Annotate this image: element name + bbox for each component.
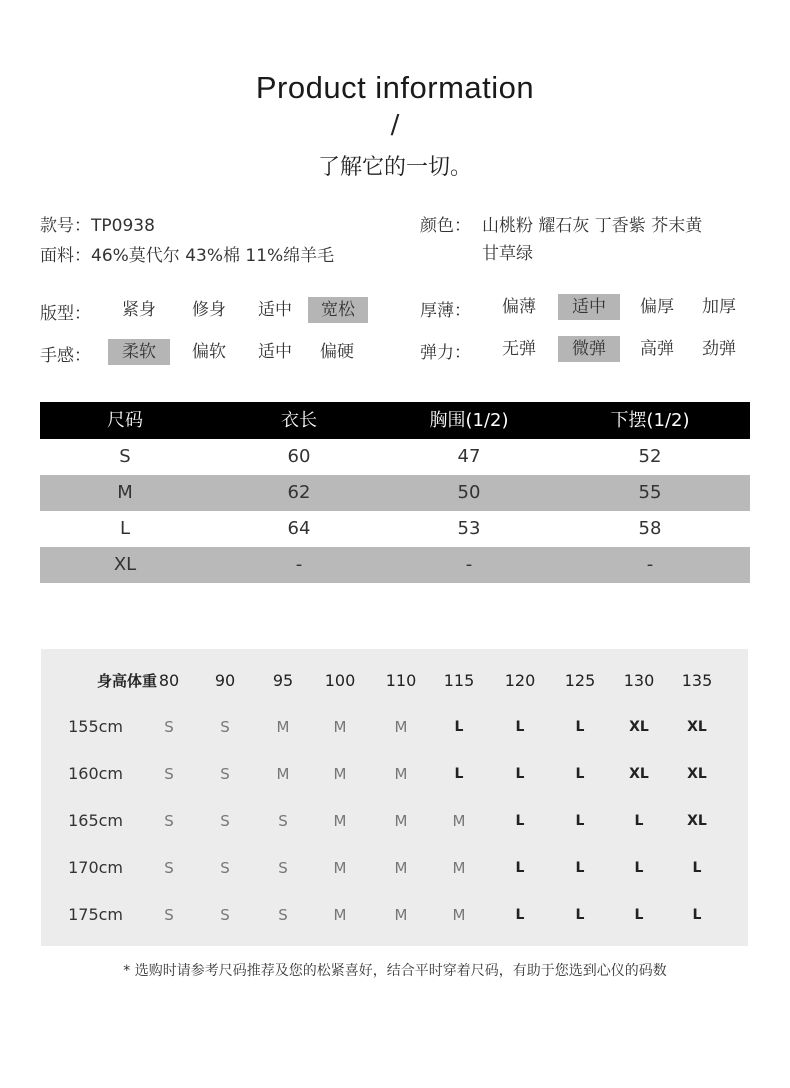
weight-header: 95 xyxy=(272,671,294,690)
size-cell: M xyxy=(452,812,466,830)
weight-header: 135 xyxy=(681,671,713,690)
size-cell: XL xyxy=(629,719,649,735)
size-cell: S xyxy=(164,765,174,783)
height-label: 170cm xyxy=(68,858,123,877)
table-row xyxy=(40,439,750,475)
size-recommendation-grid xyxy=(41,649,748,946)
size-cell: M xyxy=(333,859,347,877)
size-table xyxy=(40,402,750,583)
elasticity-option: 无弹 xyxy=(502,339,536,359)
size-cell: M xyxy=(333,906,347,924)
elasticity-option: 劲弹 xyxy=(702,339,736,359)
size-cell: S xyxy=(220,718,230,736)
table-cell: 62 xyxy=(287,482,311,503)
size-cell: S xyxy=(278,906,288,924)
table-cell: 55 xyxy=(638,482,662,503)
table-cell: L xyxy=(119,518,131,539)
grid-row xyxy=(41,900,748,930)
page-subtitle: 了解它的一切。 xyxy=(317,155,472,180)
table-cell: XL xyxy=(113,554,137,575)
feel-option: 偏硬 xyxy=(320,342,354,362)
size-table-header xyxy=(40,402,750,439)
color-options-continued: 甘草绿 xyxy=(482,244,533,264)
table-cell: M xyxy=(117,482,133,503)
table-row xyxy=(40,475,750,511)
elasticity-option-selected: 微弹 xyxy=(558,336,620,362)
size-cell: L xyxy=(634,907,644,923)
column-header: 下摆(1/2) xyxy=(610,410,690,431)
size-cell: S xyxy=(164,718,174,736)
table-row xyxy=(40,547,750,583)
size-cell: XL xyxy=(687,766,707,782)
weight-header: 90 xyxy=(214,671,236,690)
table-cell: 64 xyxy=(287,518,311,539)
grid-row xyxy=(41,853,748,883)
size-cell: M xyxy=(452,859,466,877)
grid-header-row xyxy=(41,666,748,696)
fit-option: 紧身 xyxy=(122,300,156,320)
size-cell: L xyxy=(515,766,525,782)
size-cell: XL xyxy=(687,719,707,735)
size-cell: M xyxy=(394,906,408,924)
size-cell: M xyxy=(276,718,290,736)
column-header: 尺码 xyxy=(107,410,143,431)
size-cell: S xyxy=(220,812,230,830)
size-cell: M xyxy=(333,765,347,783)
weight-header: 125 xyxy=(564,671,596,690)
table-cell: - xyxy=(646,554,654,575)
size-cell: XL xyxy=(629,766,649,782)
table-cell: S xyxy=(119,446,131,467)
fabric-composition: 面料：46%莫代尔 43%棉 11%绵羊毛 xyxy=(40,246,335,266)
table-cell: 58 xyxy=(638,518,662,539)
size-cell: L xyxy=(634,860,644,876)
size-cell: S xyxy=(220,906,230,924)
grid-row xyxy=(41,759,748,789)
size-cell: M xyxy=(333,718,347,736)
size-cell: L xyxy=(454,719,464,735)
height-label: 175cm xyxy=(68,905,123,924)
column-header: 衣长 xyxy=(281,410,317,431)
size-cell: XL xyxy=(687,813,707,829)
thickness-option: 偏厚 xyxy=(640,297,674,317)
thickness-label: 厚薄： xyxy=(420,301,471,321)
height-label: 155cm xyxy=(68,717,123,736)
size-cell: S xyxy=(164,812,174,830)
thickness-option: 加厚 xyxy=(702,297,736,317)
size-cell: L xyxy=(454,766,464,782)
size-cell: L xyxy=(515,719,525,735)
size-cell: M xyxy=(276,765,290,783)
grid-row xyxy=(41,712,748,742)
size-cell: L xyxy=(515,813,525,829)
page-title: Product information xyxy=(255,70,535,105)
size-cell: S xyxy=(164,859,174,877)
height-label: 160cm xyxy=(68,764,123,783)
color-label: 颜色： xyxy=(420,216,471,236)
size-cell: L xyxy=(575,813,585,829)
size-cell: M xyxy=(394,718,408,736)
size-cell: M xyxy=(452,906,466,924)
size-cell: L xyxy=(575,907,585,923)
thickness-option-selected: 适中 xyxy=(558,294,620,320)
size-cell: L xyxy=(575,766,585,782)
weight-header: 120 xyxy=(504,671,536,690)
column-header: 胸围(1/2) xyxy=(429,410,509,431)
weight-header: 130 xyxy=(623,671,655,690)
feel-label: 手感： xyxy=(40,346,91,366)
feel-option: 偏软 xyxy=(192,342,226,362)
size-cell: L xyxy=(515,907,525,923)
table-cell: 50 xyxy=(457,482,481,503)
size-cell: S xyxy=(220,765,230,783)
table-row xyxy=(40,511,750,547)
feel-option: 适中 xyxy=(258,342,292,362)
size-cell: S xyxy=(278,812,288,830)
weight-header: 115 xyxy=(443,671,475,690)
size-cell: L xyxy=(692,860,702,876)
table-cell: 60 xyxy=(287,446,311,467)
table-cell: 53 xyxy=(457,518,481,539)
table-cell: 47 xyxy=(457,446,481,467)
size-cell: M xyxy=(394,859,408,877)
size-cell: M xyxy=(394,765,408,783)
size-cell: L xyxy=(575,860,585,876)
style-number: 款号：TP0938 xyxy=(40,216,155,236)
size-cell: L xyxy=(575,719,585,735)
table-cell: - xyxy=(295,554,303,575)
table-cell: - xyxy=(465,554,473,575)
color-options: 山桃粉 耀石灰 丁香紫 芥末黄 xyxy=(482,216,703,236)
height-label: 165cm xyxy=(68,811,123,830)
fit-label: 版型： xyxy=(40,304,91,324)
size-cell: S xyxy=(278,859,288,877)
fit-option: 适中 xyxy=(258,300,292,320)
fit-option-selected: 宽松 xyxy=(308,297,368,323)
title-divider: / xyxy=(390,110,400,140)
size-cell: L xyxy=(634,813,644,829)
size-cell: L xyxy=(692,907,702,923)
size-cell: S xyxy=(220,859,230,877)
size-cell: L xyxy=(515,860,525,876)
weight-header: 100 xyxy=(324,671,356,690)
size-cell: M xyxy=(394,812,408,830)
grid-row xyxy=(41,806,748,836)
weight-header: 110 xyxy=(385,671,417,690)
weight-header: 80 xyxy=(158,671,180,690)
elasticity-label: 弹力： xyxy=(420,343,471,363)
table-cell: 52 xyxy=(638,446,662,467)
feel-option-selected: 柔软 xyxy=(108,339,170,365)
grid-corner-label: 身高体重 xyxy=(96,672,157,690)
size-cell: M xyxy=(333,812,347,830)
size-advice-note: * 选购时请参考尺码推荐及您的松紧喜好，结合平时穿着尺码，有助于您选到心仪的码数 xyxy=(123,963,667,979)
thickness-option: 偏薄 xyxy=(502,297,536,317)
elasticity-option: 高弹 xyxy=(640,339,674,359)
size-cell: S xyxy=(164,906,174,924)
fit-option: 修身 xyxy=(192,300,226,320)
